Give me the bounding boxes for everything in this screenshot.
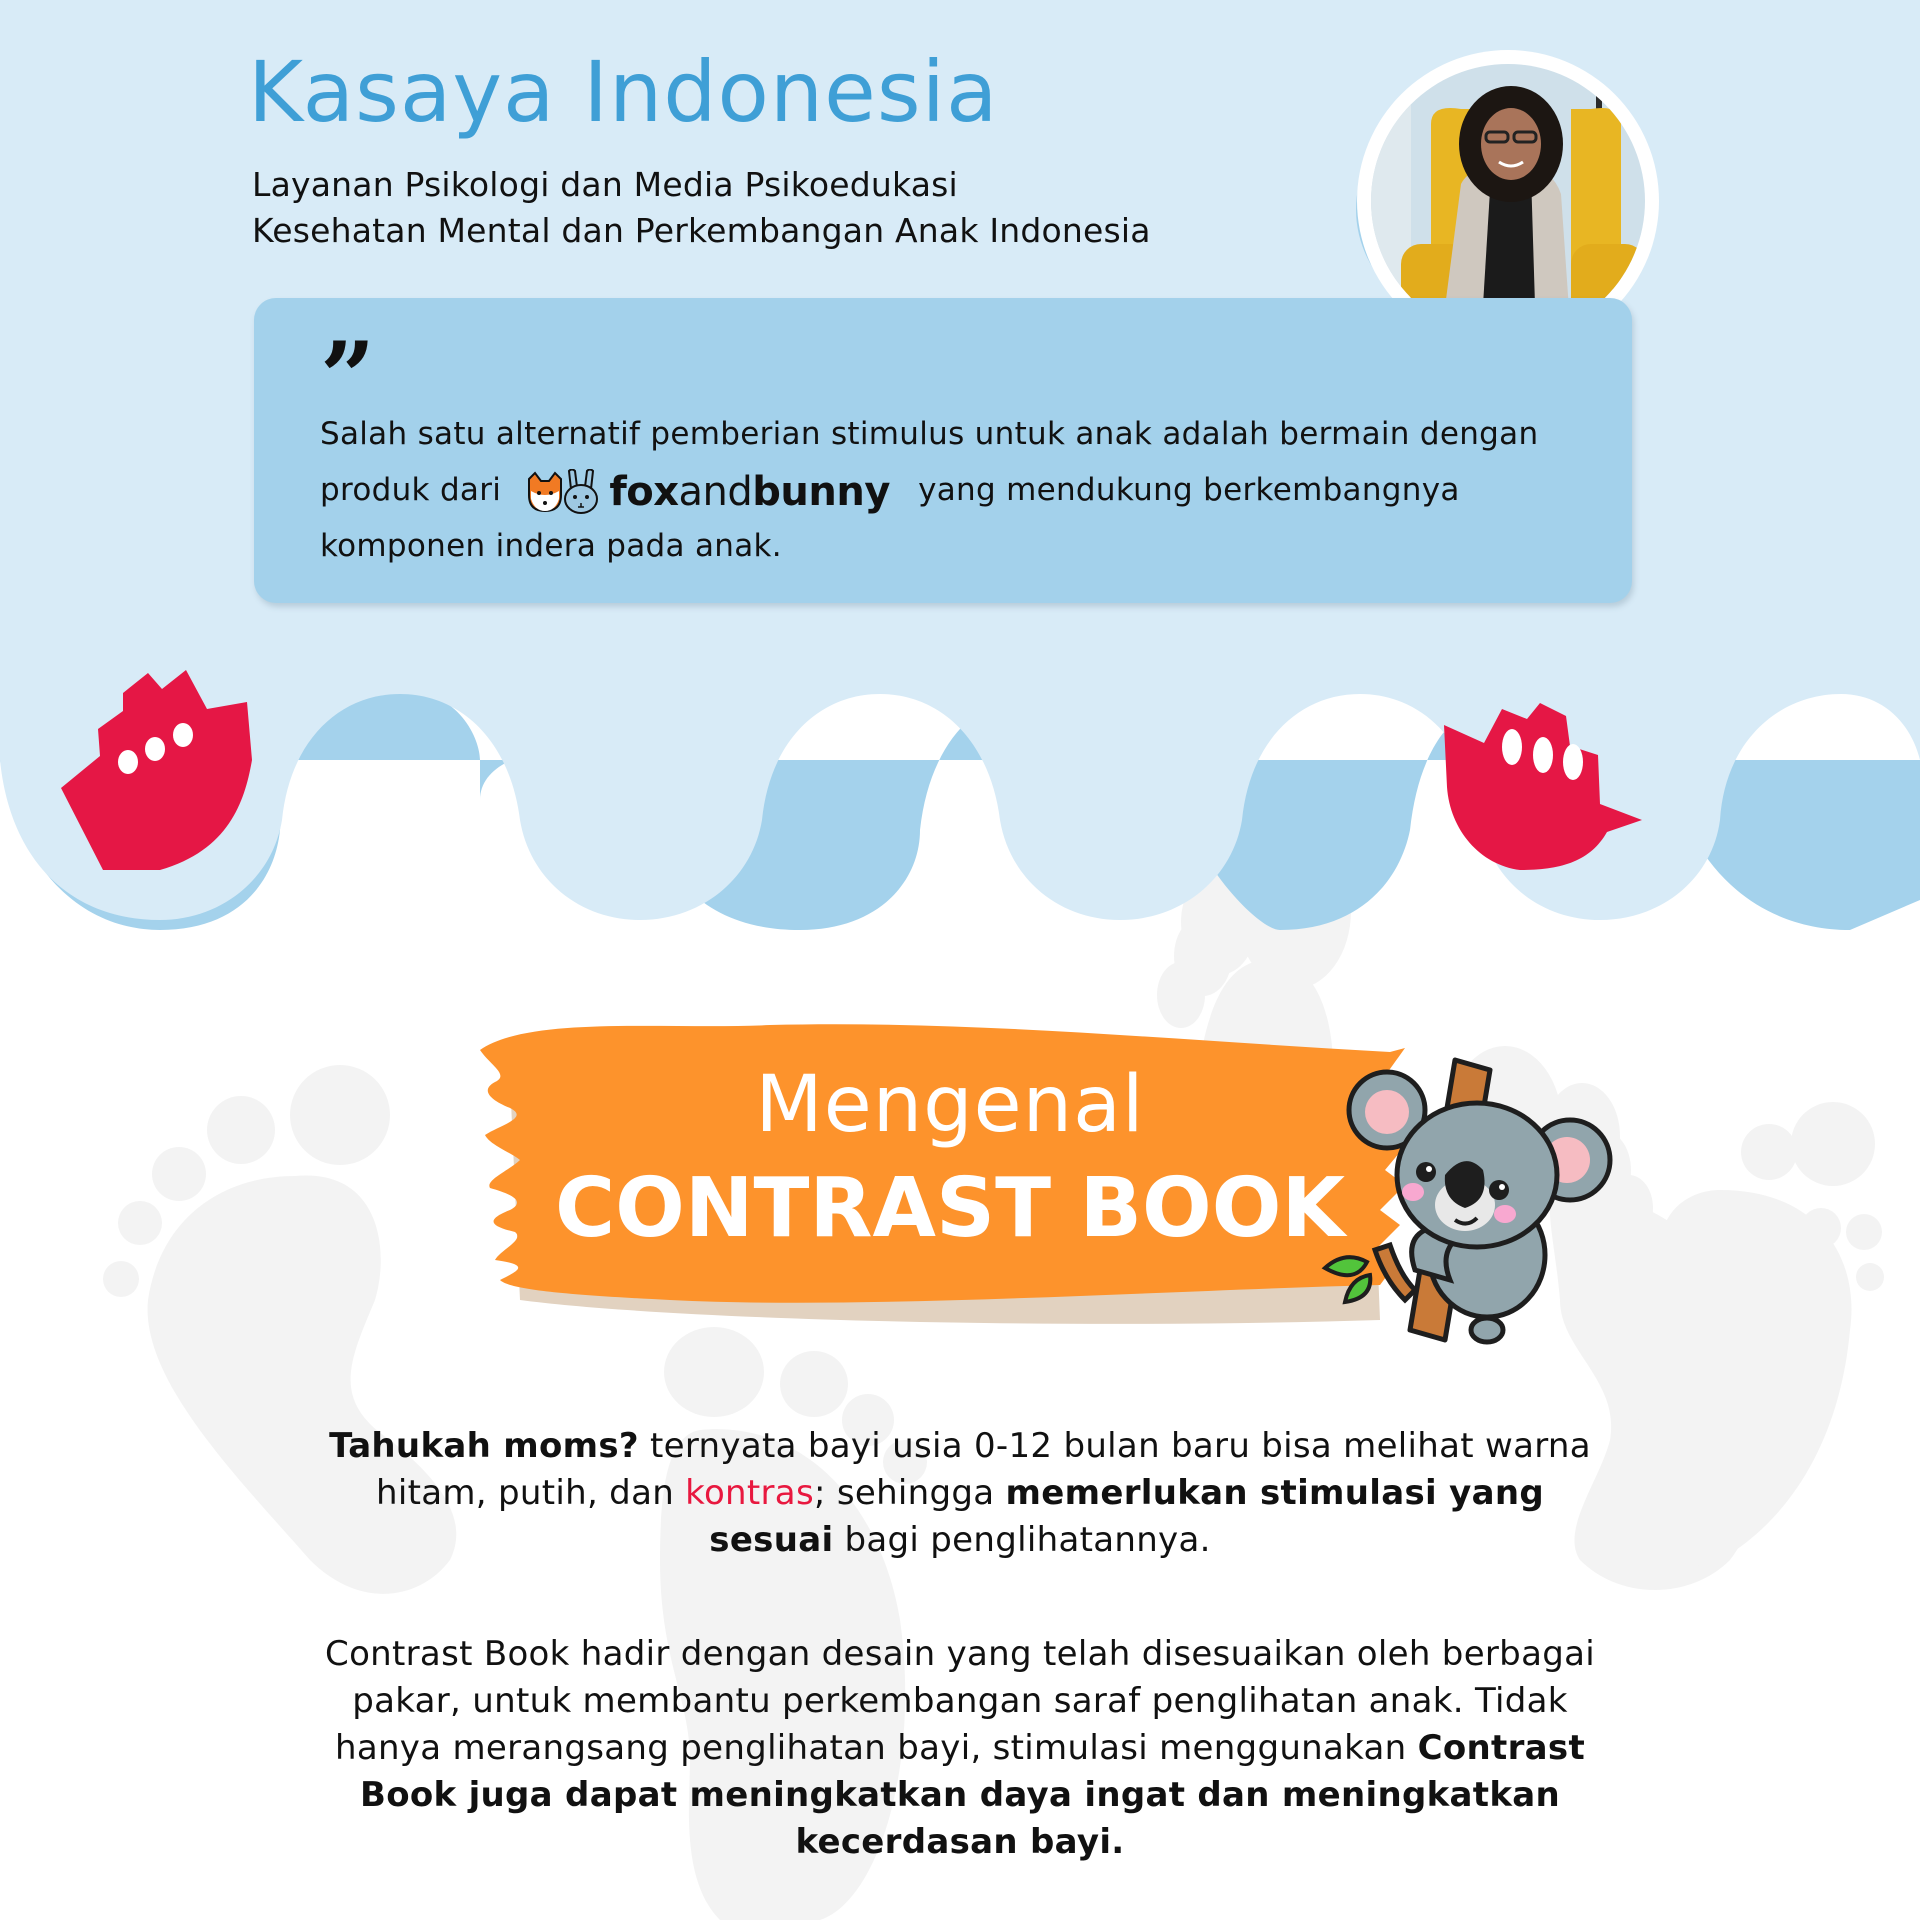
quote-text-after: yang mendukung berkembangnya komponen indera pada anak. xyxy=(320,472,1460,564)
highlight-kontras: kontras xyxy=(685,1473,814,1513)
contrast-book-paragraph: Contrast Book hadir dengan desain yang telah disesuaikan oleh berbagai pakar, untuk membantu perkembangan saraf penglihatan anak. Tidak hanya merangsang penglihatan bayi, stimulasi menggunakan Contrast Book juga dapat meningkatkan daya ingat dan meningkatkan kecerdasan bayi. xyxy=(325,1634,1595,1862)
intro-paragraph: Tahukah moms? ternyata bayi usia 0-12 bulan baru bisa melihat warna hitam, putih, dan kontras; sehingga memerlukan stimulasi yang sesuai bagi penglihatannya. xyxy=(329,1426,1591,1560)
banner-title-line-1: Mengenal xyxy=(755,1060,1145,1150)
avatar-photo xyxy=(1371,64,1645,338)
koala-icon xyxy=(1305,1040,1625,1350)
subtitle-line-1: Layanan Psikologi dan Media Psikoedukasi xyxy=(252,165,958,204)
fox-bunny-icon xyxy=(525,469,601,515)
foxandbunny-logo xyxy=(525,469,890,515)
intro-bold: Tahukah moms? xyxy=(329,1426,639,1466)
foxandbunny-wordmark: foxandbunny xyxy=(609,468,890,515)
subtitle-line-2: Kesehatan Mental dan Perkembangan Anak Indonesia xyxy=(252,211,1151,250)
brand-title: Kasaya Indonesia xyxy=(248,43,999,141)
contrast-book-bold: Contrast Book juga dapat meningkatkan daya ingat dan meningkatkan kecerdasan bayi. xyxy=(360,1728,1586,1862)
banner-title-line-2: CONTRAST BOOK xyxy=(554,1161,1346,1256)
quote-text xyxy=(320,406,1610,574)
brand-subtitle xyxy=(252,162,1151,254)
quote-card xyxy=(254,298,1632,603)
quote-mark-icon: ” xyxy=(320,321,376,434)
quote-text-before: Salah satu alternatif pemberian stimulus untuk anak adalah bermain dengan produk dari xyxy=(320,416,1539,508)
